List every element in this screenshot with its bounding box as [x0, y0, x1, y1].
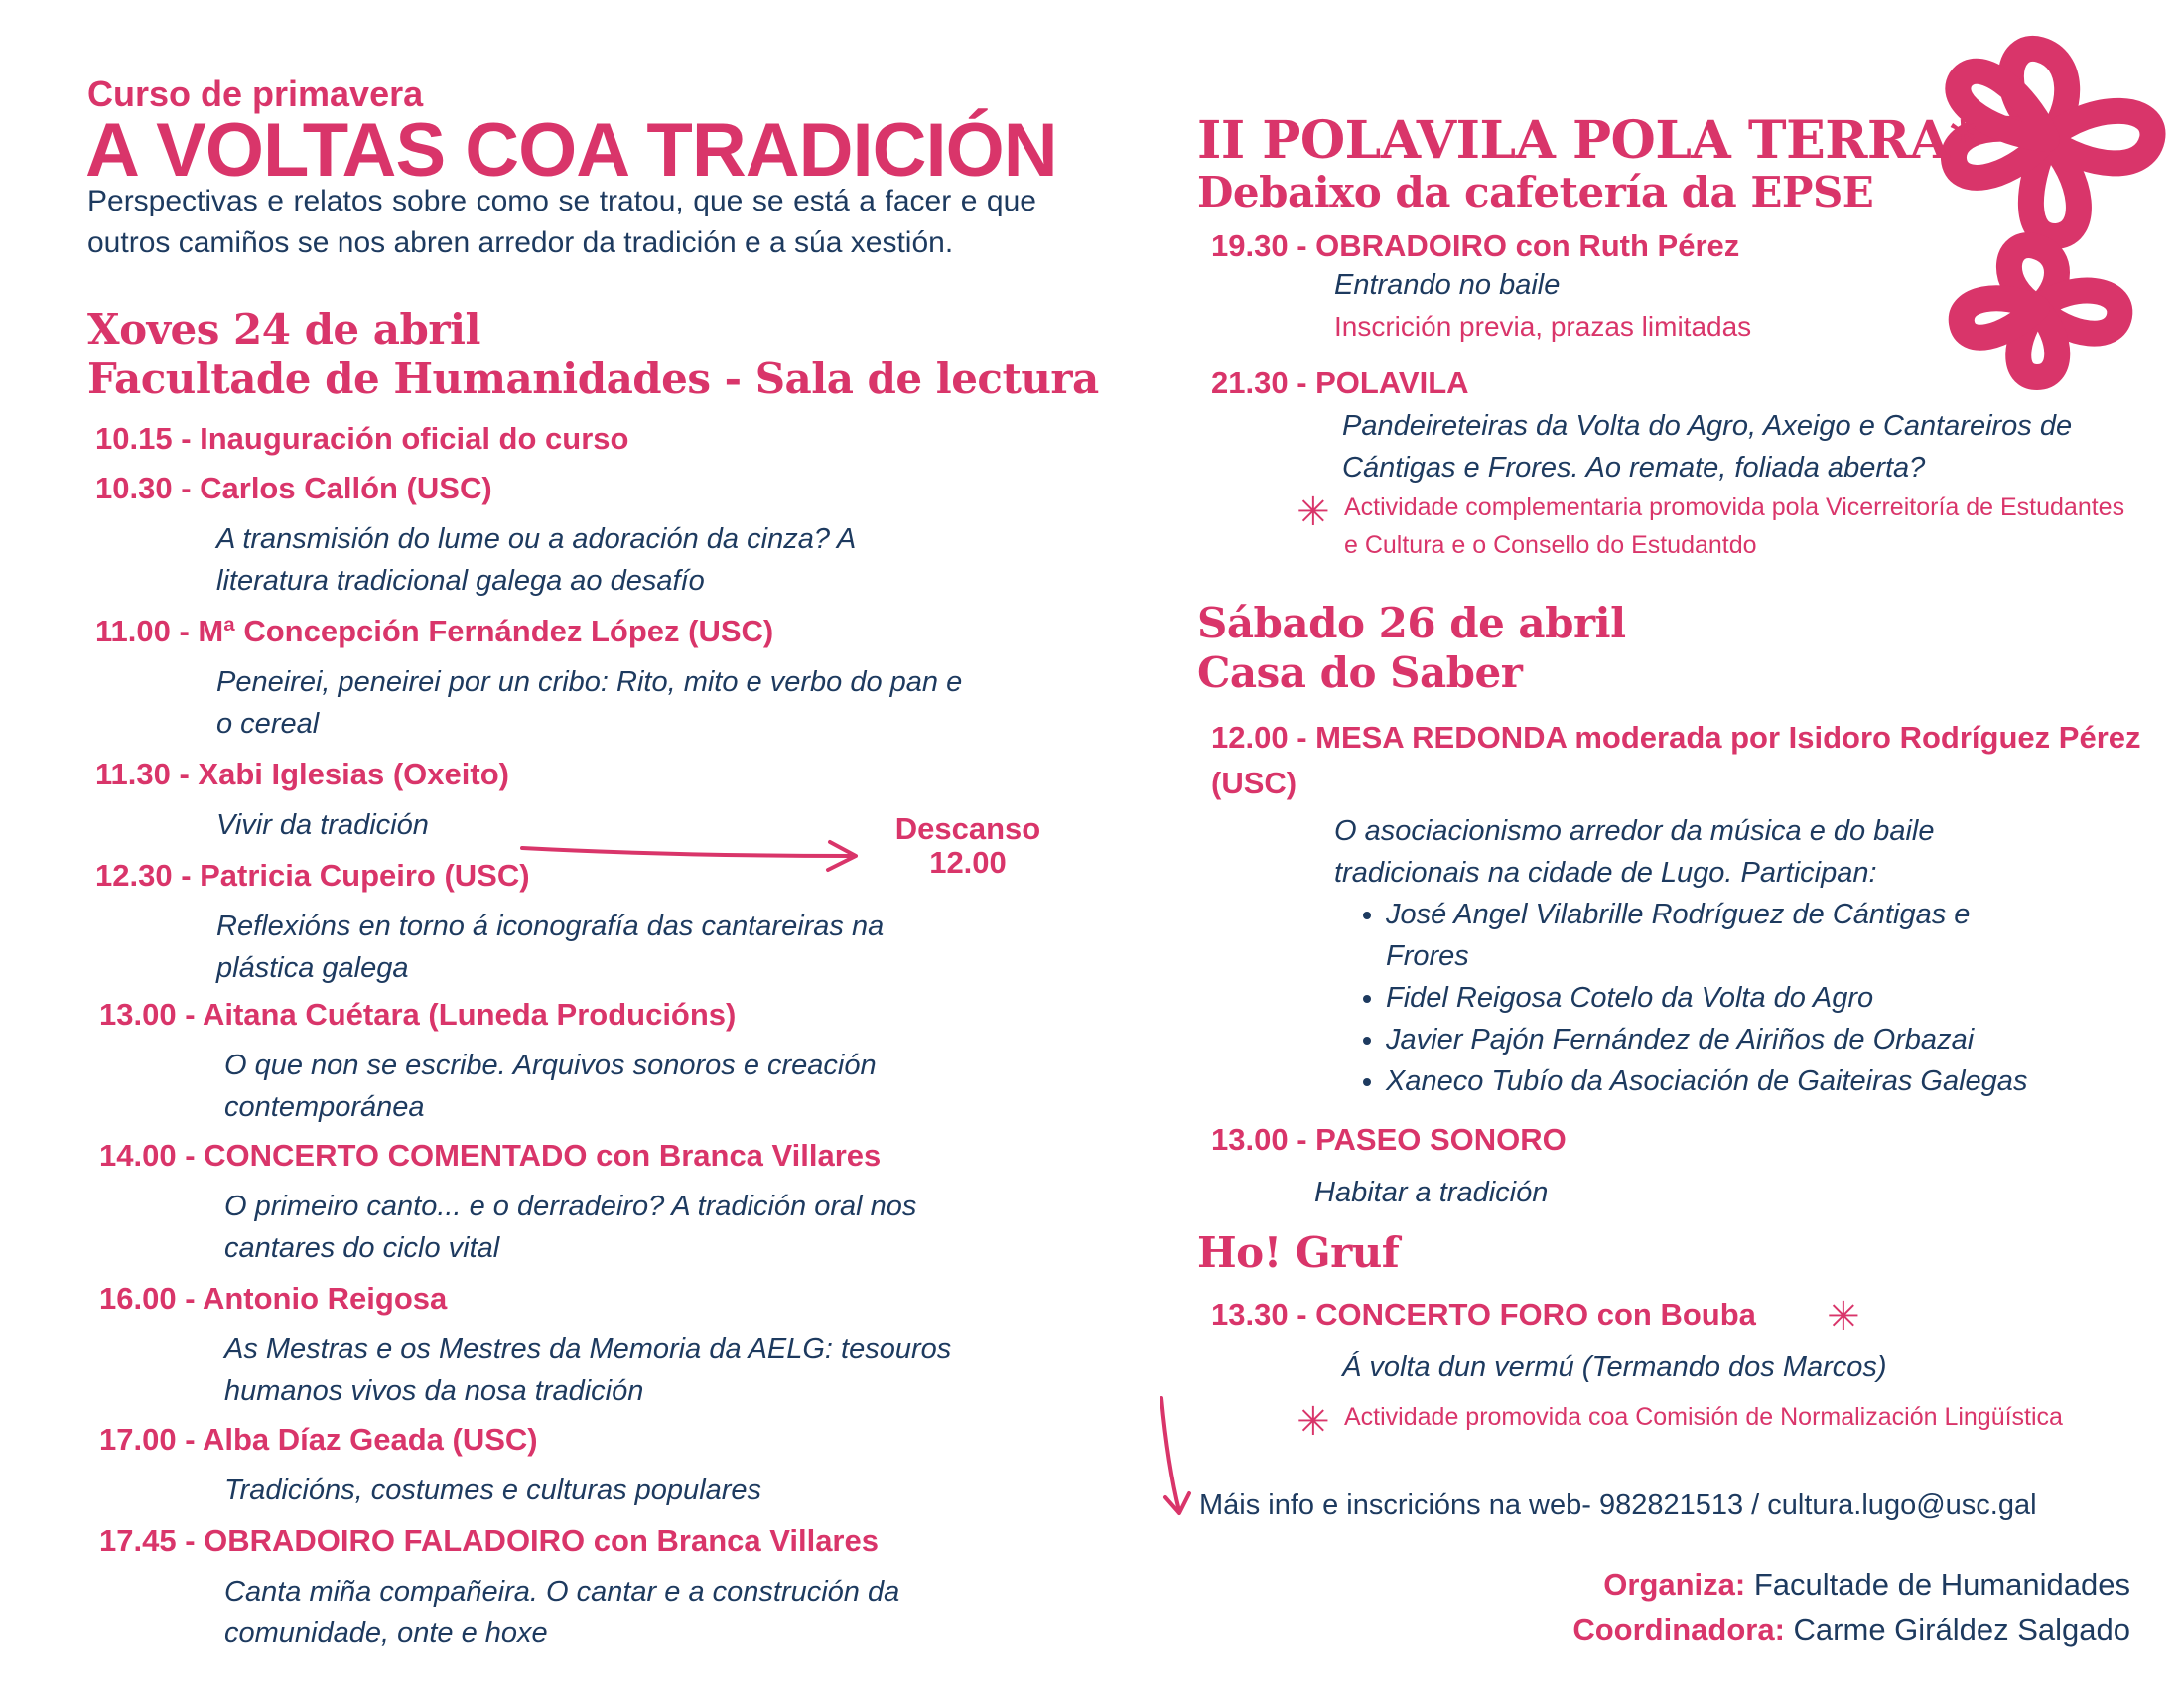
session-time: 17.00 - Alba Díaz Geada (USC)	[99, 1422, 538, 1457]
organiza-label: Organiza:	[1603, 1567, 1746, 1602]
asterisk-icon: *	[1949, 110, 1977, 171]
session-desc: Tradicións, costumes e culturas populares	[224, 1475, 762, 1506]
star-note: Actividade promovida coa Comisión de Normalización Lingüística	[1344, 1403, 2063, 1431]
session-desc: Vivir da tradición	[216, 809, 429, 841]
session-time: 21.30 - POLAVILA	[1211, 365, 1469, 400]
list-item: • José Angel Vilabrille Rodríguez de Cántigas e Frores	[1386, 894, 2001, 977]
session-desc: O asociacionismo arredor da música e do baile tradicionais na cidade de Lugo. Participan:	[1334, 815, 1935, 889]
flower-icon	[1926, 20, 2174, 397]
coordinator-label: Coordinadora:	[1572, 1613, 1785, 1647]
session-time: 12.00 - MESA REDONDA moderada por Isidoro Rodríguez Pérez (USC)	[1211, 720, 2141, 800]
session-desc: A transmisión do lume ou a adoración da cinza? A literatura tradicional galega ao desafío	[216, 523, 856, 597]
saturday-venue: Casa do Saber	[1197, 648, 1523, 697]
list-item: • Javier Pajón Fernández de Airiños de Orbazai	[1386, 1019, 2180, 1060]
coordinator-value: Carme Giráldez Salgado	[1793, 1613, 2130, 1647]
session-time: 10.30 - Carlos Callón (USC)	[95, 471, 492, 505]
session-desc: Habitar a tradición	[1314, 1177, 1549, 1208]
session-time: 11.00 - Mª Concepción Fernández López (USC)	[95, 614, 774, 648]
session-desc: O primeiro canto... e o derradeiro? A tradición oral nos cantares do ciclo vital	[224, 1191, 917, 1264]
session-desc: Canta miña compañeira. O cantar e a construción da comunidade, onte e hoxe	[224, 1576, 900, 1649]
star-note: Actividade complementaria promovida pola Vicerreitoría de Estudantes e Cultura e o Consello do Estudantdo	[1344, 493, 2125, 559]
session-time: 12.30 - Patricia Cupeiro (USC)	[95, 858, 530, 893]
course-kicker: Curso de primavera	[87, 73, 424, 114]
thursday-venue: Facultade de Humanidades - Sala de lectura	[87, 354, 1099, 403]
organiza-value: Facultade de Humanidades	[1753, 1567, 2130, 1602]
session-time: 16.00 - Antonio Reigosa	[99, 1281, 448, 1316]
organiza-line	[1191, 1567, 2130, 1603]
session-time: 11.30 - Xabi Iglesias (Oxeito)	[95, 757, 509, 791]
session-time: 13.30 - CONCERTO FORO con Bouba	[1211, 1297, 1756, 1332]
session-time: 10.15 - Inauguración oficial do curso	[95, 421, 629, 456]
list-item: • Xaneco Tubío da Asociación de Gaiteiras Galegas	[1386, 1060, 2180, 1102]
venue-hogruf: Ho! Gruf	[1197, 1228, 1400, 1277]
participant-list	[1334, 894, 2180, 1102]
coordinator-line	[1191, 1613, 2130, 1648]
info-line: Máis info e inscricións na web- 982821513 / cultura.lugo@usc.gal	[1199, 1489, 2037, 1521]
polavila-title-text: II POLAVILA POLA TERRA	[1197, 110, 1950, 171]
arrow-icon	[516, 832, 874, 882]
asterisk-icon: ✳	[1827, 1295, 1860, 1338]
list-item: • Fidel Reigosa Cotelo da Volta do Agro	[1386, 977, 2180, 1019]
session-time: 14.00 - CONCERTO COMENTADO con Branca Villares	[99, 1138, 882, 1173]
thursday-day: Xoves 24 de abril	[87, 305, 480, 353]
session-desc: O que non se escribe. Arquivos sonoros e creación contemporánea	[224, 1050, 877, 1123]
asterisk-icon: ✳	[1297, 1400, 1330, 1444]
session-time: 13.00 - Aitana Cuétara (Luneda Producións)	[99, 997, 737, 1032]
session-desc: Entrando no baile	[1334, 269, 1561, 301]
session-desc: Reflexións en torno á iconografía das cantareiras na plástica galega	[216, 911, 885, 984]
break-time: 12.00	[929, 845, 1007, 880]
saturday-day: Sábado 26 de abril	[1197, 599, 1626, 647]
arrow-icon	[1150, 1390, 1199, 1525]
asterisk-icon: ✳	[1297, 491, 1330, 534]
course-title: A VOLTAS COA TRADICIÓN	[85, 108, 1057, 193]
polavila-venue: Debaixo da cafetería da EPSE	[1197, 168, 1874, 216]
polavila-title	[1197, 110, 1977, 171]
session-time: 19.30 - OBRADOIRO con Ruth Pérez	[1211, 228, 1740, 263]
session-desc: As Mestras e os Mestres da Memoria da AELG: tesouros humanos vivos da nosa tradición	[224, 1334, 952, 1407]
session-desc: Peneirei, peneirei por un cribo: Rito, mito e verbo do pan e o cereal	[216, 666, 963, 740]
session-desc: Á volta dun vermú (Termando dos Marcos)	[1342, 1351, 1887, 1383]
course-intro: Perspectivas e relatos sobre como se tratou, que se está a facer e que outros camiños se nos abren arredor da tradición e a súa xestión.	[87, 185, 1036, 259]
session-note: Inscrición previa, prazas limitadas	[1334, 311, 1752, 342]
break-label: Descanso	[894, 811, 1041, 846]
session-time: 17.45 - OBRADOIRO FALADOIRO con Branca Villares	[99, 1523, 879, 1558]
session-time: 13.00 - PASEO SONORO	[1211, 1122, 1567, 1157]
session-desc: Pandeireteiras da Volta do Agro, Axeigo e Cantareiros de Cántigas e Frores. Ao remate, foliada aberta?	[1342, 410, 2073, 484]
